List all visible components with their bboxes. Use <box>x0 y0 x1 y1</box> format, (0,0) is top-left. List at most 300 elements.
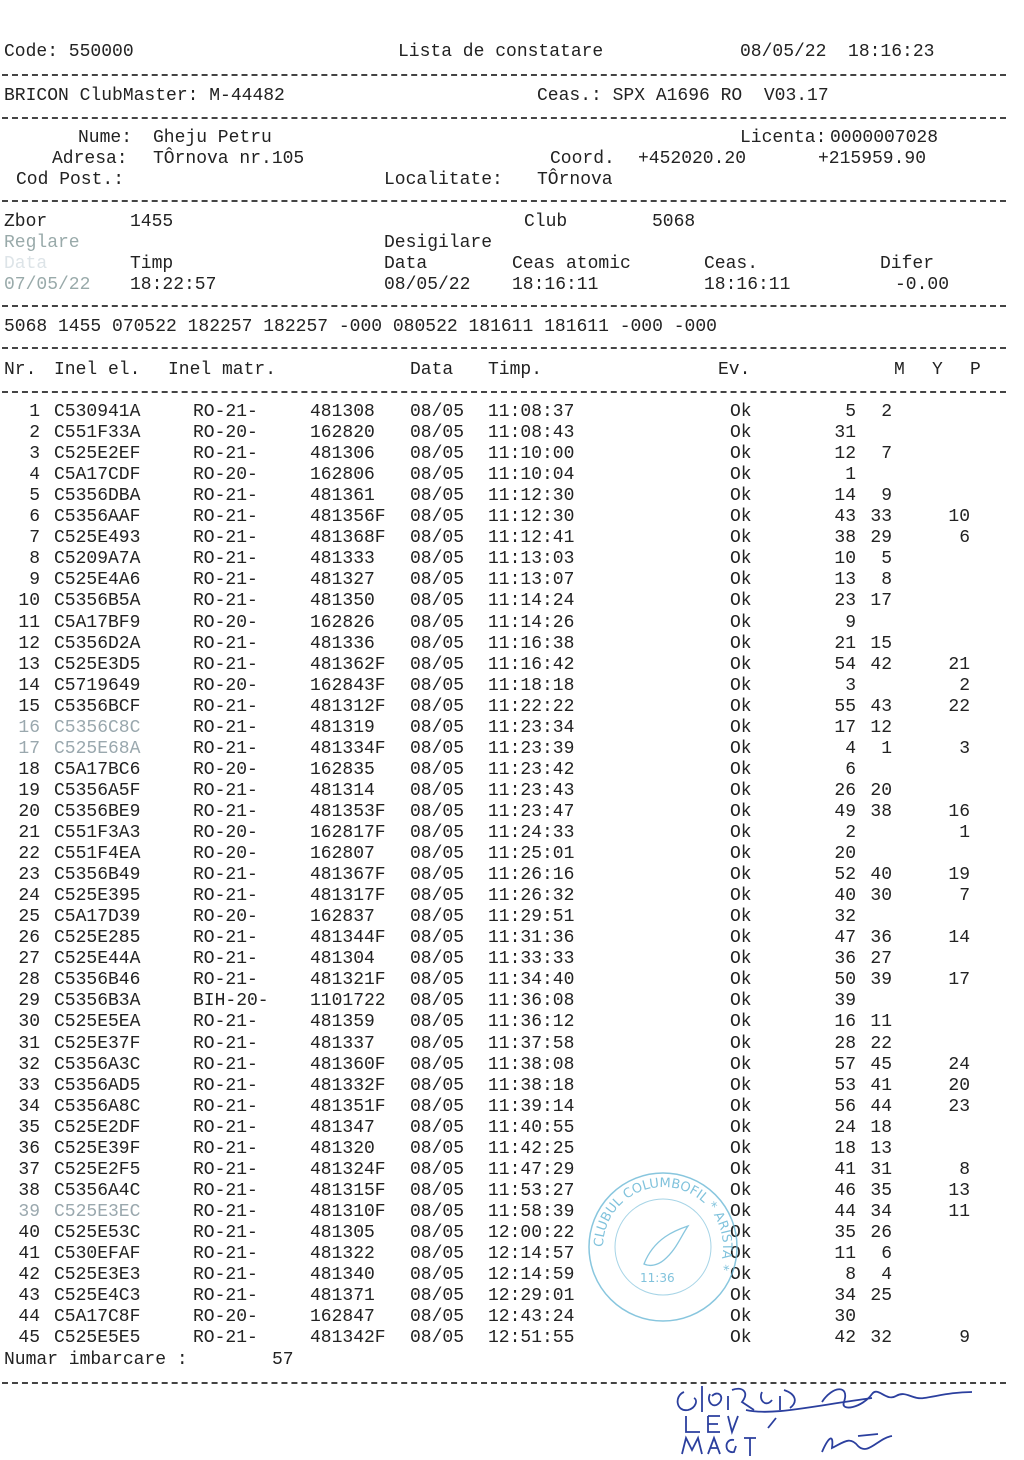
row-nr: 20 <box>18 802 40 822</box>
p-value: 19 <box>948 865 970 885</box>
owner-name-label: Nume: <box>78 128 133 148</box>
ring-country: BIH-20- <box>193 991 269 1011</box>
clubmaster-id: BRICON ClubMaster: M-44482 <box>4 86 285 106</box>
arrival-time: 11:42:25 <box>488 1139 575 1159</box>
arrival-date: 08/05 <box>410 507 465 527</box>
arrival-time: 11:38:18 <box>488 1076 575 1096</box>
table-row <box>0 444 1024 465</box>
arrival-date: 08/05 <box>410 1076 465 1096</box>
ring-electronic: C5A17BC6 <box>54 760 141 780</box>
row-nr: 16 <box>18 718 40 738</box>
y-value: 6 <box>881 1244 892 1264</box>
arrival-time: 11:47:29 <box>488 1160 575 1180</box>
ring-number: 481351F <box>310 1097 386 1117</box>
p-value: 7 <box>959 886 970 906</box>
m-value: 40 <box>834 886 856 906</box>
table-row <box>0 844 1024 865</box>
row-nr: 31 <box>18 1034 40 1054</box>
p-value: 9 <box>959 1328 970 1348</box>
ring-number: 162837 <box>310 907 375 927</box>
y-value: 25 <box>870 1286 892 1306</box>
m-value: 10 <box>834 549 856 569</box>
ring-number: 481368F <box>310 528 386 548</box>
arrival-date: 08/05 <box>410 1160 465 1180</box>
event: Ok <box>730 802 752 822</box>
table-row <box>0 1139 1024 1160</box>
y-value: 32 <box>870 1328 892 1348</box>
arrival-time: 12:14:57 <box>488 1244 575 1264</box>
ring-country: RO-20- <box>193 613 258 633</box>
club-number: 5068 <box>652 212 696 232</box>
arrival-date: 08/05 <box>410 970 465 990</box>
m-value: 4 <box>845 739 856 759</box>
row-nr: 1 <box>29 402 40 422</box>
row-nr: 25 <box>18 907 40 927</box>
arrival-date: 08/05 <box>410 928 465 948</box>
ring-country: RO-21- <box>193 1139 258 1159</box>
arrival-date: 08/05 <box>410 718 465 738</box>
arrival-date: 08/05 <box>410 1286 465 1306</box>
ring-country: RO-20- <box>193 1307 258 1327</box>
ring-number: 481332F <box>310 1076 386 1096</box>
ring-country: RO-21- <box>193 570 258 590</box>
ring-electronic: C525E4C3 <box>54 1286 141 1306</box>
ring-country: RO-21- <box>193 949 258 969</box>
ring-number: 162847 <box>310 1307 375 1327</box>
table-row <box>0 1160 1024 1181</box>
reglare-data-label: Data <box>4 254 48 274</box>
m-value: 41 <box>834 1160 856 1180</box>
event: Ok <box>730 991 752 1011</box>
m-value: 2 <box>845 823 856 843</box>
ring-number: 481333 <box>310 549 375 569</box>
reglare-time: 18:22:57 <box>130 275 217 295</box>
col-p: P <box>970 360 981 380</box>
table-row <box>0 486 1024 507</box>
event: Ok <box>730 1034 752 1054</box>
col-timp: Timp. <box>488 360 543 380</box>
ring-country: RO-21- <box>193 444 258 464</box>
m-value: 17 <box>834 718 856 738</box>
table-row <box>0 823 1024 844</box>
arrival-date: 08/05 <box>410 1034 465 1054</box>
y-value: 45 <box>870 1055 892 1075</box>
p-value: 24 <box>948 1055 970 1075</box>
stamp-text: CLUBUL COLUMBOFIL * ARISTA * <box>591 1175 735 1273</box>
arrival-time: 11:26:16 <box>488 865 575 885</box>
p-value: 6 <box>959 528 970 548</box>
ring-country: RO-21- <box>193 1286 258 1306</box>
ring-country: RO-21- <box>193 1328 258 1348</box>
event: Ok <box>730 1202 752 1222</box>
table-row <box>0 634 1024 655</box>
ring-electronic: C5356B46 <box>54 970 141 990</box>
ring-country: RO-20- <box>193 423 258 443</box>
ring-number: 481371 <box>310 1286 375 1306</box>
table-row <box>0 970 1024 991</box>
arrival-time: 11:29:51 <box>488 907 575 927</box>
divider <box>2 117 1006 119</box>
table-row <box>0 613 1024 634</box>
arrival-date: 08/05 <box>410 697 465 717</box>
ring-electronic: C525E3D5 <box>54 655 141 675</box>
desigilare-date: 08/05/22 <box>384 275 471 295</box>
ring-number: 481304 <box>310 949 375 969</box>
event: Ok <box>730 528 752 548</box>
row-nr: 42 <box>18 1265 40 1285</box>
arrival-time: 11:40:55 <box>488 1118 575 1138</box>
arrival-time: 11:23:47 <box>488 802 575 822</box>
event: Ok <box>730 1055 752 1075</box>
row-nr: 14 <box>18 676 40 696</box>
m-value: 21 <box>834 634 856 654</box>
ring-country: RO-21- <box>193 1076 258 1096</box>
arrival-date: 08/05 <box>410 591 465 611</box>
table-row <box>0 423 1024 444</box>
table-row <box>0 1244 1024 1265</box>
ring-country: RO-21- <box>193 1118 258 1138</box>
arrival-date: 08/05 <box>410 865 465 885</box>
signature-stroke <box>822 1389 972 1407</box>
reglare-label: Reglare <box>4 233 80 253</box>
table-row <box>0 1181 1024 1202</box>
ring-country: RO-21- <box>193 402 258 422</box>
ring-electronic: C5356B3A <box>54 991 141 1011</box>
difer-label: Difer <box>880 254 935 274</box>
arrival-time: 11:14:24 <box>488 591 575 611</box>
arrival-date: 08/05 <box>410 823 465 843</box>
arrival-time: 11:13:07 <box>488 570 575 590</box>
ring-electronic: C525E3EC <box>54 1202 141 1222</box>
arrival-time: 11:16:38 <box>488 634 575 654</box>
arrival-date: 08/05 <box>410 991 465 1011</box>
ring-country: RO-21- <box>193 1097 258 1117</box>
ring-number: 481317F <box>310 886 386 906</box>
p-value: 14 <box>948 928 970 948</box>
p-value: 1 <box>959 823 970 843</box>
ring-electronic: C5356A4C <box>54 1181 141 1201</box>
arrival-date: 08/05 <box>410 781 465 801</box>
ceas-label: Ceas. <box>704 254 759 274</box>
ring-electronic: C525E44A <box>54 949 141 969</box>
event: Ok <box>730 739 752 759</box>
arrival-date: 08/05 <box>410 1012 465 1032</box>
divider <box>2 200 1006 202</box>
event: Ok <box>730 655 752 675</box>
m-value: 30 <box>834 1307 856 1327</box>
table-row <box>0 1265 1024 1286</box>
table-row <box>0 865 1024 886</box>
ring-number: 481356F <box>310 507 386 527</box>
ring-number: 162817F <box>310 823 386 843</box>
ring-country: RO-21- <box>193 1244 258 1264</box>
m-value: 6 <box>845 760 856 780</box>
p-value: 11 <box>948 1202 970 1222</box>
arrival-time: 11:23:42 <box>488 760 575 780</box>
ring-number: 481314 <box>310 781 375 801</box>
event: Ok <box>730 865 752 885</box>
m-value: 1 <box>845 465 856 485</box>
arrival-date: 08/05 <box>410 1139 465 1159</box>
coord-lat: +452020.20 <box>638 149 747 169</box>
ring-electronic: C525E39F <box>54 1139 141 1159</box>
table-row <box>0 1055 1024 1076</box>
ring-country: RO-21- <box>193 781 258 801</box>
ring-number: 481360F <box>310 1055 386 1075</box>
difference: -0.00 <box>895 275 950 295</box>
event: Ok <box>730 970 752 990</box>
arrival-date: 08/05 <box>410 1328 465 1348</box>
arrival-time: 11:31:36 <box>488 928 575 948</box>
ring-electronic: C530941A <box>54 402 141 422</box>
table-row <box>0 928 1024 949</box>
arrival-time: 11:36:12 <box>488 1012 575 1032</box>
arrival-time: 11:39:14 <box>488 1097 575 1117</box>
ring-number: 481344F <box>310 928 386 948</box>
event: Ok <box>730 1328 752 1348</box>
y-value: 35 <box>870 1181 892 1201</box>
row-nr: 15 <box>18 697 40 717</box>
arrival-date: 08/05 <box>410 570 465 590</box>
arrival-time: 11:08:37 <box>488 402 575 422</box>
m-value: 52 <box>834 865 856 885</box>
m-value: 35 <box>834 1223 856 1243</box>
arrival-time: 12:00:22 <box>488 1223 575 1243</box>
row-nr: 8 <box>29 549 40 569</box>
signature-stroke <box>678 1386 795 1412</box>
table-row <box>0 591 1024 612</box>
ring-electronic: C5356A8C <box>54 1097 141 1117</box>
club-stamp <box>584 1168 742 1326</box>
ring-number: 481324F <box>310 1160 386 1180</box>
y-value: 12 <box>870 718 892 738</box>
table-row <box>0 760 1024 781</box>
ring-country: RO-20- <box>193 760 258 780</box>
zbor-number: 1455 <box>130 212 174 232</box>
print-datetime: 08/05/22 18:16:23 <box>740 42 935 62</box>
arrival-date: 08/05 <box>410 655 465 675</box>
event: Ok <box>730 1076 752 1096</box>
ring-number: 481337 <box>310 1034 375 1054</box>
p-value: 16 <box>948 802 970 822</box>
list-code: Code: 550000 <box>4 42 134 62</box>
stamp-outer-ring <box>589 1173 737 1321</box>
table-row <box>0 528 1024 549</box>
ring-country: RO-21- <box>193 886 258 906</box>
arrival-time: 11:13:03 <box>488 549 575 569</box>
postal-code-label: Cod Post.: <box>16 170 125 190</box>
row-nr: 24 <box>18 886 40 906</box>
data-label: Data <box>384 254 428 274</box>
ring-electronic: C5356DBA <box>54 486 141 506</box>
row-nr: 22 <box>18 844 40 864</box>
ring-number: 481322 <box>310 1244 375 1264</box>
arrival-time: 11:08:43 <box>488 423 575 443</box>
row-nr: 11 <box>18 613 40 633</box>
ring-electronic: C525E2EF <box>54 444 141 464</box>
ring-number: 481319 <box>310 718 375 738</box>
ring-electronic: C5356B49 <box>54 865 141 885</box>
arrival-date: 08/05 <box>410 949 465 969</box>
p-value: 3 <box>959 739 970 759</box>
m-value: 23 <box>834 591 856 611</box>
event: Ok <box>730 591 752 611</box>
ring-country: RO-21- <box>193 1012 258 1032</box>
m-value: 47 <box>834 928 856 948</box>
arrival-time: 11:14:26 <box>488 613 575 633</box>
p-value: 2 <box>959 676 970 696</box>
ring-number: 481327 <box>310 570 375 590</box>
row-nr: 26 <box>18 928 40 948</box>
stamp-bird-icon <box>644 1226 688 1265</box>
m-value: 56 <box>834 1097 856 1117</box>
ring-number: 481359 <box>310 1012 375 1032</box>
ring-number: 481310F <box>310 1202 386 1222</box>
arrival-time: 11:12:41 <box>488 528 575 548</box>
arrival-time: 11:23:39 <box>488 739 575 759</box>
table-row <box>0 1223 1024 1244</box>
event: Ok <box>730 465 752 485</box>
m-value: 46 <box>834 1181 856 1201</box>
ring-country: RO-20- <box>193 465 258 485</box>
ring-country: RO-21- <box>193 1160 258 1180</box>
arrival-time: 11:26:32 <box>488 886 575 906</box>
m-value: 26 <box>834 781 856 801</box>
y-value: 7 <box>881 444 892 464</box>
ring-number: 481342F <box>310 1328 386 1348</box>
ring-country: RO-21- <box>193 549 258 569</box>
y-value: 36 <box>870 928 892 948</box>
ring-country: RO-21- <box>193 865 258 885</box>
row-nr: 45 <box>18 1328 40 1348</box>
table-row <box>0 1118 1024 1139</box>
m-value: 42 <box>834 1328 856 1348</box>
m-value: 5 <box>845 402 856 422</box>
ring-country: RO-21- <box>193 486 258 506</box>
arrival-date: 08/05 <box>410 465 465 485</box>
m-value: 32 <box>834 907 856 927</box>
row-nr: 12 <box>18 634 40 654</box>
table-row <box>0 570 1024 591</box>
y-value: 5 <box>881 549 892 569</box>
ring-electronic: C525E2F5 <box>54 1160 141 1180</box>
ring-country: RO-21- <box>193 1034 258 1054</box>
ring-number: 162835 <box>310 760 375 780</box>
ring-number: 481362F <box>310 655 386 675</box>
table-row <box>0 465 1024 486</box>
ring-electronic: C525E5E5 <box>54 1328 141 1348</box>
table-row <box>0 1328 1024 1349</box>
m-value: 28 <box>834 1034 856 1054</box>
p-value: 8 <box>959 1160 970 1180</box>
ring-electronic: C525E2DF <box>54 1118 141 1138</box>
ring-electronic: C525E3E3 <box>54 1265 141 1285</box>
ring-number: 481306 <box>310 444 375 464</box>
ring-electronic: C551F4EA <box>54 844 141 864</box>
event: Ok <box>730 507 752 527</box>
y-value: 11 <box>870 1012 892 1032</box>
m-value: 34 <box>834 1286 856 1306</box>
ring-electronic: C5A17D39 <box>54 907 141 927</box>
arrival-time: 11:10:04 <box>488 465 575 485</box>
m-value: 18 <box>834 1139 856 1159</box>
row-nr: 30 <box>18 1012 40 1032</box>
ring-electronic: C5356D2A <box>54 634 141 654</box>
y-value: 39 <box>870 970 892 990</box>
ring-number: 481336 <box>310 634 375 654</box>
y-value: 15 <box>870 634 892 654</box>
m-value: 31 <box>834 423 856 443</box>
table-row <box>0 402 1024 423</box>
arrival-time: 11:34:40 <box>488 970 575 990</box>
y-value: 4 <box>881 1265 892 1285</box>
row-nr: 28 <box>18 970 40 990</box>
ring-electronic: C525E68A <box>54 739 141 759</box>
m-value: 36 <box>834 949 856 969</box>
arrival-time: 11:22:22 <box>488 697 575 717</box>
ring-electronic: C530EFAF <box>54 1244 141 1264</box>
ring-country: RO-21- <box>193 528 258 548</box>
event: Ok <box>730 697 752 717</box>
y-value: 42 <box>870 655 892 675</box>
ring-electronic: C551F33A <box>54 423 141 443</box>
arrival-date: 08/05 <box>410 760 465 780</box>
arrival-time: 11:24:33 <box>488 823 575 843</box>
event: Ok <box>730 1265 752 1285</box>
arrival-time: 11:33:33 <box>488 949 575 969</box>
owner-name: Gheju Petru <box>153 128 272 148</box>
row-nr: 44 <box>18 1307 40 1327</box>
ring-electronic: C5356A3C <box>54 1055 141 1075</box>
row-nr: 13 <box>18 655 40 675</box>
divider <box>2 74 1006 76</box>
ring-number: 162806 <box>310 465 375 485</box>
m-value: 57 <box>834 1055 856 1075</box>
ring-electronic: C5A17BF9 <box>54 613 141 633</box>
event: Ok <box>730 423 752 443</box>
event: Ok <box>730 1160 752 1180</box>
y-value: 38 <box>870 802 892 822</box>
m-value: 49 <box>834 802 856 822</box>
p-value: 10 <box>948 507 970 527</box>
divider <box>2 305 1006 307</box>
table-row <box>0 549 1024 570</box>
ring-country: RO-21- <box>193 507 258 527</box>
ring-country: RO-21- <box>193 1202 258 1222</box>
row-nr: 35 <box>18 1118 40 1138</box>
table-row <box>0 1202 1024 1223</box>
col-ev: Ev. <box>718 360 751 380</box>
y-value: 18 <box>870 1118 892 1138</box>
table-row <box>0 991 1024 1012</box>
signature <box>672 1372 992 1458</box>
y-value: 17 <box>870 591 892 611</box>
ring-number: 1101722 <box>310 991 386 1011</box>
y-value: 33 <box>870 507 892 527</box>
row-nr: 4 <box>29 465 40 485</box>
y-value: 26 <box>870 1223 892 1243</box>
event: Ok <box>730 1139 752 1159</box>
ring-electronic: C5A17CDF <box>54 465 141 485</box>
ring-country: RO-21- <box>193 1055 258 1075</box>
ring-country: RO-21- <box>193 739 258 759</box>
ring-number: 481321F <box>310 970 386 990</box>
arrival-time: 11:38:08 <box>488 1055 575 1075</box>
arrival-date: 08/05 <box>410 1181 465 1201</box>
col-nr: Nr. <box>4 360 37 380</box>
timp-label: Timp <box>130 254 174 274</box>
ring-country: RO-21- <box>193 1223 258 1243</box>
